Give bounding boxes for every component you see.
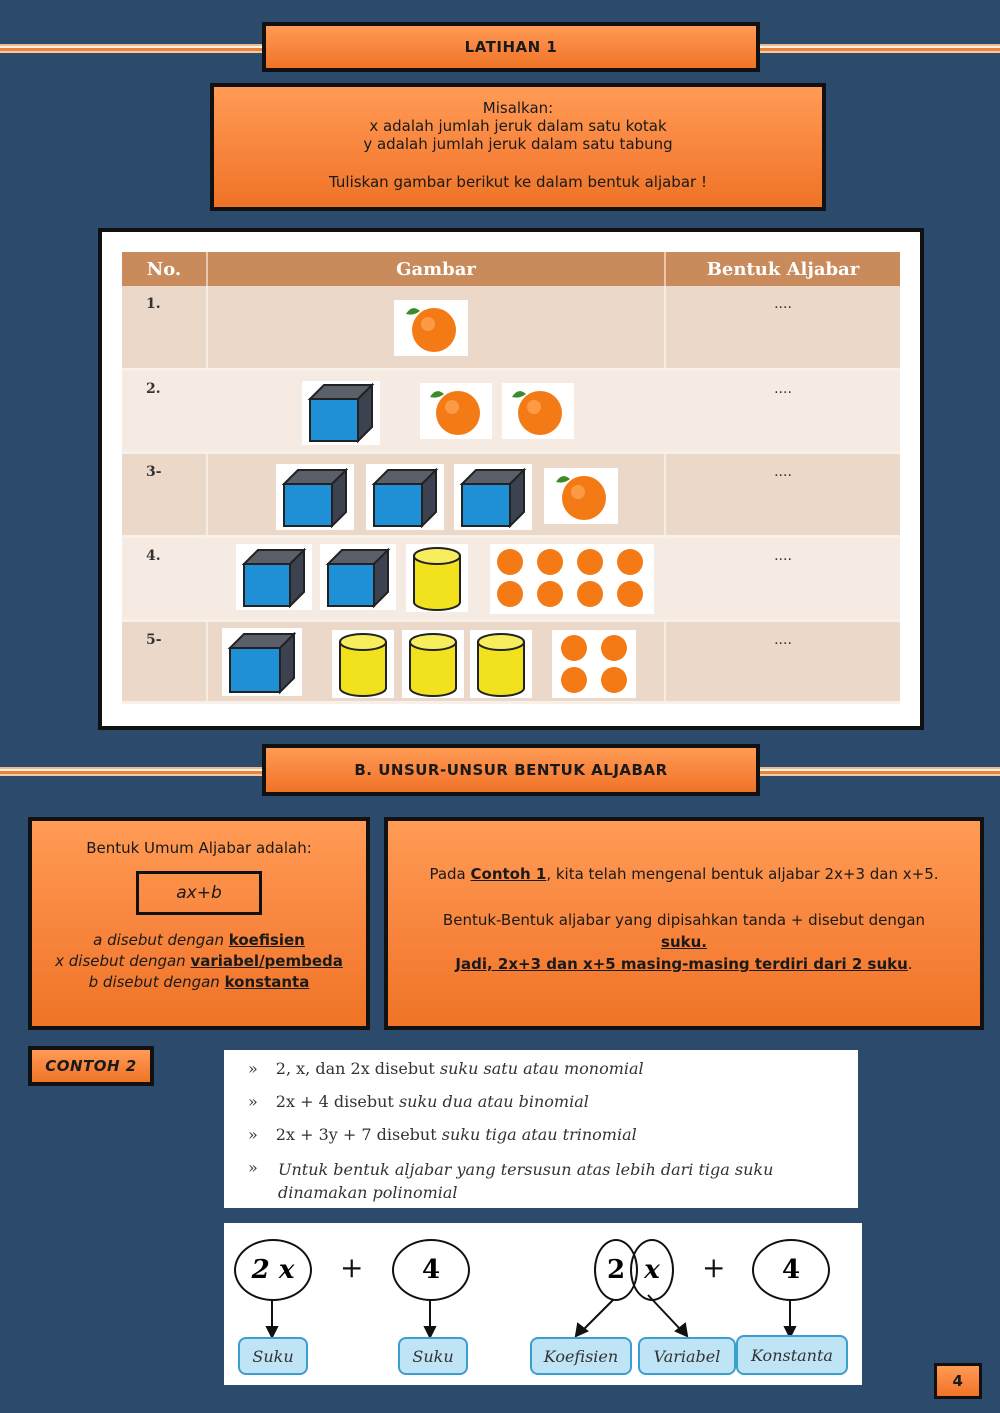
konstanta-label: Konstanta [736,1335,848,1375]
contoh-2-label: CONTOH 2 [28,1046,154,1086]
term-4-circle: 4 [392,1239,470,1301]
orange-group-icon [552,630,636,698]
term-diagram [224,1223,862,1385]
header-bentuk-aljabar: Bentuk Aljabar [665,252,900,286]
term-koefisien: koefisien [228,931,305,949]
variable-circle: x [630,1239,674,1301]
definition-text: b disebut dengan [88,973,225,991]
bullet-mark: » [248,1158,258,1177]
constant-circle: 4 [752,1239,830,1301]
cylinder-icon [332,630,394,698]
plus-sign: + [340,1251,364,1284]
row-number: 5- [122,620,207,702]
answer-placeholder: .... [665,369,900,452]
decorative-stripe-left [0,765,268,779]
explanation-box [384,817,984,1030]
latihan-title: LATIHAN 1 [262,22,760,72]
term-variabel: variabel/pembeda [190,952,343,970]
term-suku-text: suku. [661,933,707,951]
bullet-term: suku satu atau monomial [439,1059,644,1078]
orange-group-icon [490,544,654,614]
term-2x-circle: 2 x [234,1239,312,1301]
table-row [122,452,900,536]
section-b-title: B. UNSUR-UNSUR BENTUK ALJABAR [262,744,760,796]
page-number: 4 [934,1363,982,1399]
intro-line-1: Misalkan: [482,99,554,117]
intro-line-3: y adalah jumlah jeruk dalam satu tabung [363,135,673,153]
definition-text: x disebut dengan [55,952,191,970]
bullet-term: suku tiga atau trinomial [441,1125,637,1144]
bullet-mark: » [248,1092,258,1111]
formula-text: ax+b [176,883,222,903]
exercise-table-frame [98,228,924,730]
answer-placeholder: .... [665,286,900,369]
general-form-heading: Bentuk Umum Aljabar adalah: [86,839,312,857]
row-picture [207,536,665,620]
cylinder-icon [470,630,532,698]
term-suku [388,933,980,951]
answer-placeholder: .... [665,452,900,536]
coefficient-circle: 2 [594,1239,638,1301]
table-row [122,286,900,369]
bullet-term: Untuk bentuk aljabar yang tersusun atas lebih dari tiga suku dinamakan polinomial [278,1160,774,1202]
bullet-item [248,1158,838,1204]
table-row [122,369,900,452]
examples-panel [224,1050,858,1208]
explanation-conclusion [388,955,980,973]
suku-label: Suku [238,1337,308,1375]
variabel-label: Variabel [638,1337,736,1375]
table-row [122,536,900,620]
cube-icon [222,628,302,696]
cube-icon [320,544,396,610]
explanation-text: Bentuk-Bentuk aljabar yang dipisahkan tanda + disebut dengan [442,911,926,929]
decorative-stripe-right [758,765,1000,779]
bullet-text: 2x + 4 disebut [275,1092,399,1111]
conclusion-period: . [907,955,913,973]
cylinder-icon [406,544,468,612]
explanation-paragraph-2 [388,911,980,929]
definition-line-1 [32,931,366,949]
definition-line-3 [32,973,366,991]
definition-text: a disebut dengan [93,931,229,949]
bullet-text: 2, x, dan 2x disebut [275,1059,440,1078]
cube-icon [276,464,354,530]
row-picture [207,286,665,369]
koefisien-label: Koefisien [530,1337,632,1375]
decorative-stripe-right [758,42,1000,56]
contoh-1-link[interactable]: Contoh 1 [470,865,547,883]
answer-placeholder: .... [665,536,900,620]
conclusion-text: Jadi, 2x+3 dan x+5 masing-masing terdiri dari 2 suku [455,955,908,973]
row-number: 1. [122,286,207,369]
bullet-item [248,1059,644,1078]
answer-placeholder: .... [665,620,900,702]
cylinder-icon [402,630,464,698]
definition-line-2 [32,952,366,970]
decorative-stripe-left [0,42,268,56]
row-number: 4. [122,536,207,620]
cube-icon [302,381,380,445]
term-konstanta: konstanta [224,973,310,991]
explanation-text: , kita telah mengenal bentuk aljabar 2x+3 dan x+5. [546,865,939,883]
explanation-paragraph-1 [388,865,980,883]
bullet-term: suku dua atau binomial [398,1092,589,1111]
orange-icon [394,300,468,356]
bullet-item [248,1125,637,1144]
general-form-box [28,817,370,1030]
bullet-item [248,1092,589,1111]
orange-icon [502,383,574,439]
row-picture [207,369,665,452]
intro-box [210,83,826,211]
exercise-table [122,252,900,704]
intro-line-4: Tuliskan gambar berikut ke dalam bentuk aljabar ! [329,173,707,191]
orange-icon [420,383,492,439]
header-gambar: Gambar [207,252,665,286]
table-row [122,620,900,702]
row-number: 2. [122,369,207,452]
explanation-text: Pada [429,865,471,883]
intro-line-2: x adalah jumlah jeruk dalam satu kotak [369,117,667,135]
suku-label: Suku [398,1337,468,1375]
bullet-mark: » [248,1059,258,1078]
header-no: No. [122,252,207,286]
bullet-text: 2x + 3y + 7 disebut [275,1125,442,1144]
plus-sign: + [702,1251,726,1284]
cube-icon [366,464,444,530]
orange-icon [544,468,618,524]
row-picture [207,452,665,536]
cube-icon [454,464,532,530]
row-number: 3- [122,452,207,536]
formula-box [136,871,262,915]
cube-icon [236,544,312,610]
bullet-mark: » [248,1125,258,1144]
row-picture [207,620,665,702]
